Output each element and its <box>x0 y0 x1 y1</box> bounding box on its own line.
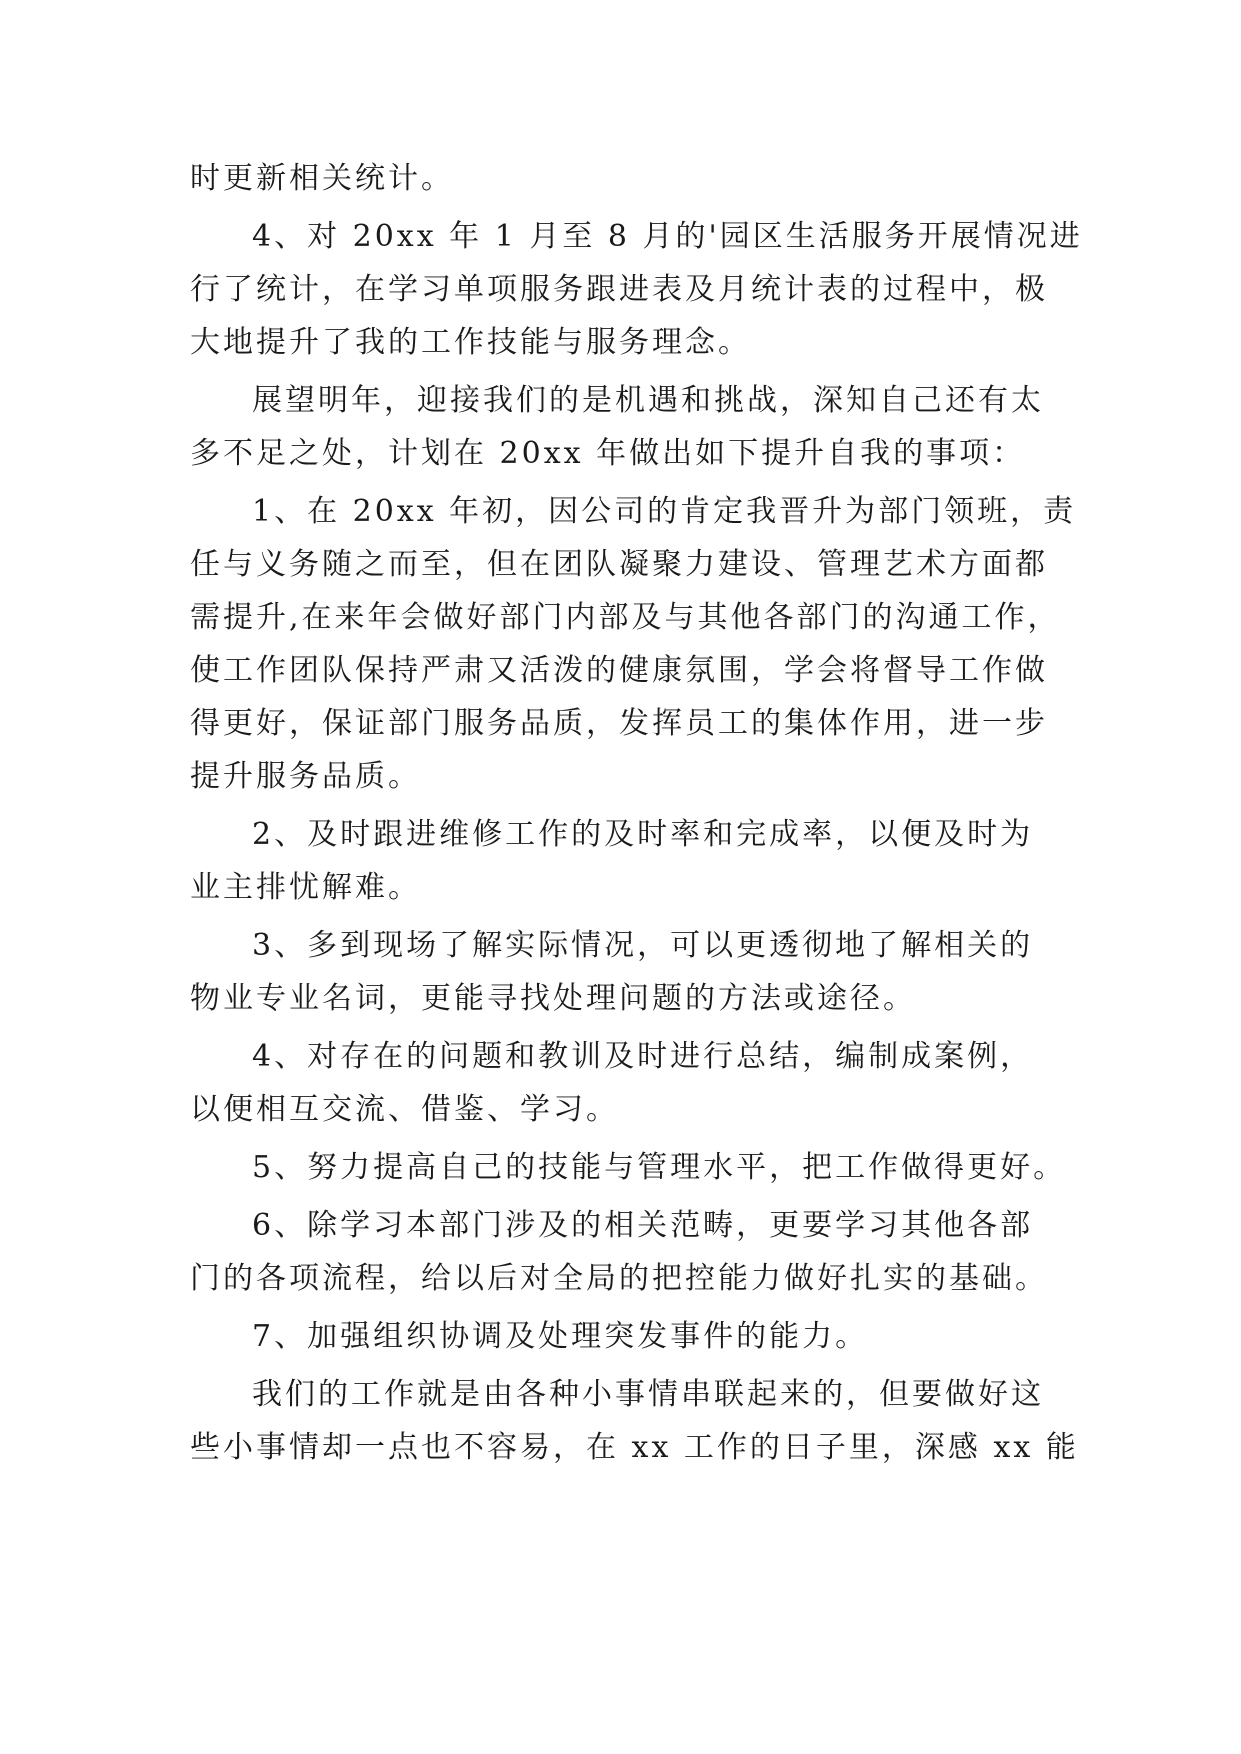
text-line: 以便相互交流、借鉴、学习。 <box>190 1092 619 1127</box>
document-body <box>190 156 1083 1470</box>
text-line: 展望明年，迎接我们的是机遇和挑战，深知自己还有太 <box>252 383 1044 418</box>
text-line: 5、努力提高自己的技能与管理水平，把工作做得更好。 <box>252 1150 1067 1185</box>
text-line: 大地提升了我的工作技能与服务理念。 <box>190 325 751 360</box>
text-line: 6、除学习本部门涉及的相关范畴，更要学习其他各部 <box>252 1208 1034 1243</box>
text-line: 我们的工作就是由各种小事情串联起来的，但要做好这 <box>252 1377 1044 1412</box>
text-line: 提升服务品质。 <box>190 759 421 794</box>
text-line: 7、加强组织协调及处理突发事件的能力。 <box>252 1319 869 1354</box>
text-line: 需提升,在来年会做好部门内部及与其他各部门的沟通工作， <box>190 600 1061 635</box>
text-line: 多不足之处，计划在 20xx 年做出如下提升自我的事项： <box>190 436 1026 471</box>
text-line: 些小事情却一点也不容易，在 xx 工作的日子里，深感 xx 能 <box>190 1430 1079 1465</box>
text-line: 1、在 20xx 年初，因公司的肯定我晋升为部门领班，责 <box>252 494 1077 529</box>
text-line: 4、对存在的问题和教训及时进行总结，编制成案例， <box>252 1039 1034 1074</box>
text-line: 得更好，保证部门服务品质，发挥员工的集体作用，进一步 <box>190 706 1048 741</box>
text-line: 4、对 20xx 年 1 月至 8 月的'园区生活服务开展情况进 <box>252 219 1083 254</box>
text-line: 行了统计，在学习单项服务跟进表及月统计表的过程中，极 <box>190 272 1048 307</box>
text-line: 时更新相关统计。 <box>190 161 454 196</box>
text-line: 门的各项流程，给以后对全局的把控能力做好扎实的基础。 <box>190 1261 1048 1296</box>
text-line: 3、多到现场了解实际情况，可以更透彻地了解相关的 <box>252 928 1034 963</box>
text-line: 业主排忧解难。 <box>190 870 421 905</box>
text-line: 2、及时跟进维修工作的及时率和完成率，以便及时为 <box>252 817 1034 852</box>
text-line: 物业专业名词，更能寻找处理问题的方法或途径。 <box>190 981 916 1016</box>
text-line: 使工作团队保持严肃又活泼的健康氛围，学会将督导工作做 <box>190 653 1048 688</box>
text-line: 任与义务随之而至，但在团队凝聚力建设、管理艺术方面都 <box>190 547 1048 582</box>
